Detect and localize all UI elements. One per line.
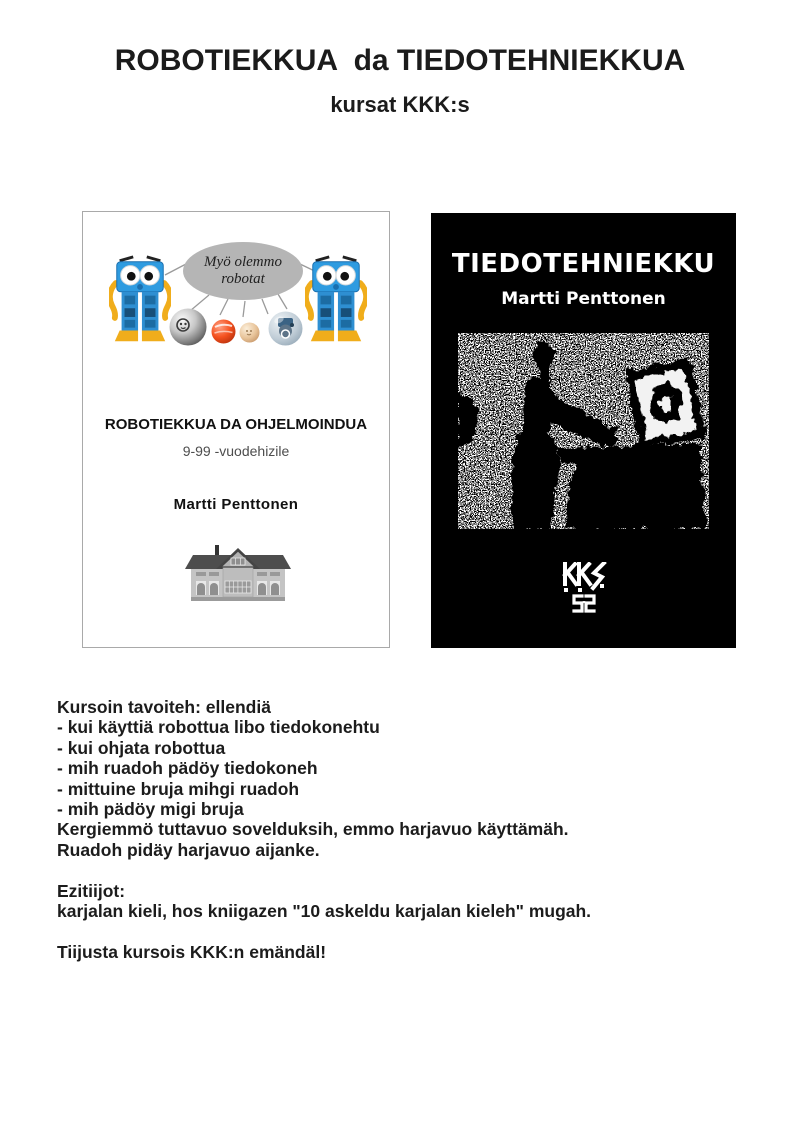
left-cover-age-range: 9-99 -vuodehizile (182, 443, 290, 459)
body-text-line: Tiijusta kursois KKK:n emändäl! (57, 941, 327, 962)
school-house-icon (185, 543, 291, 601)
body-text-line: Kursoin tavoiteh: ellendiä (57, 697, 271, 717)
body-text-line: - mih pädöy migi bruja (57, 799, 244, 820)
bubble-text-line1: Myö olemmo (204, 254, 282, 270)
left-cover-author: Martti Penttonen (173, 496, 299, 513)
clear-robot-ball-icon (268, 311, 303, 346)
marty-robot-icon (109, 254, 171, 347)
course-description (57, 697, 767, 962)
page-subtitle: kursat KKK:s (330, 92, 470, 117)
page-title: ROBOTIEKKUA da TIEDOTEHNIEKKUA (114, 44, 686, 77)
speech-bubble (183, 242, 303, 300)
beige-ball-icon (239, 322, 260, 343)
sphero-ball-icon (169, 308, 207, 346)
book-cover-robotiekkua (82, 211, 390, 648)
body-text-line: Ezitiijot: (57, 880, 126, 901)
right-cover-title: TIEDOTEHNIEKKU (451, 249, 716, 279)
body-text-line: Ruadoh pidäy harjavuo aijanke. (57, 839, 320, 860)
body-text-line: - mittuine bruja mihgi ruadoh (57, 778, 300, 799)
right-cover-author: Martti Penttonen (501, 289, 666, 309)
bubble-text-line2: robotat (221, 271, 265, 287)
body-text-line (57, 860, 767, 880)
book-cover-tiedotehniekku (431, 213, 736, 648)
left-cover-title: ROBOTIEKKUA DA OHJELMOINDUA (104, 416, 368, 433)
body-text-line: - kui käyttiä robottua libo tiedokonehtu (57, 717, 380, 738)
body-text-line: - kui ohjata robottua (57, 737, 226, 758)
kks-logo-icon (561, 562, 607, 614)
body-text-line (57, 921, 767, 941)
marty-robot-icon (305, 254, 367, 347)
body-text-line: karjalan kieli, hos kniigazen "10 askeldu karjalan kieleh" mugah. (57, 901, 592, 922)
red-ball-icon (211, 319, 236, 344)
body-text-line: - mih ruadoh pädöy tiedokoneh (57, 758, 318, 779)
body-text-line: Kergiemmö tuttavuo sovelduksih, emmo harjavuo käyttämäh. (57, 819, 569, 840)
robot-at-laptop-illustration (458, 333, 709, 529)
